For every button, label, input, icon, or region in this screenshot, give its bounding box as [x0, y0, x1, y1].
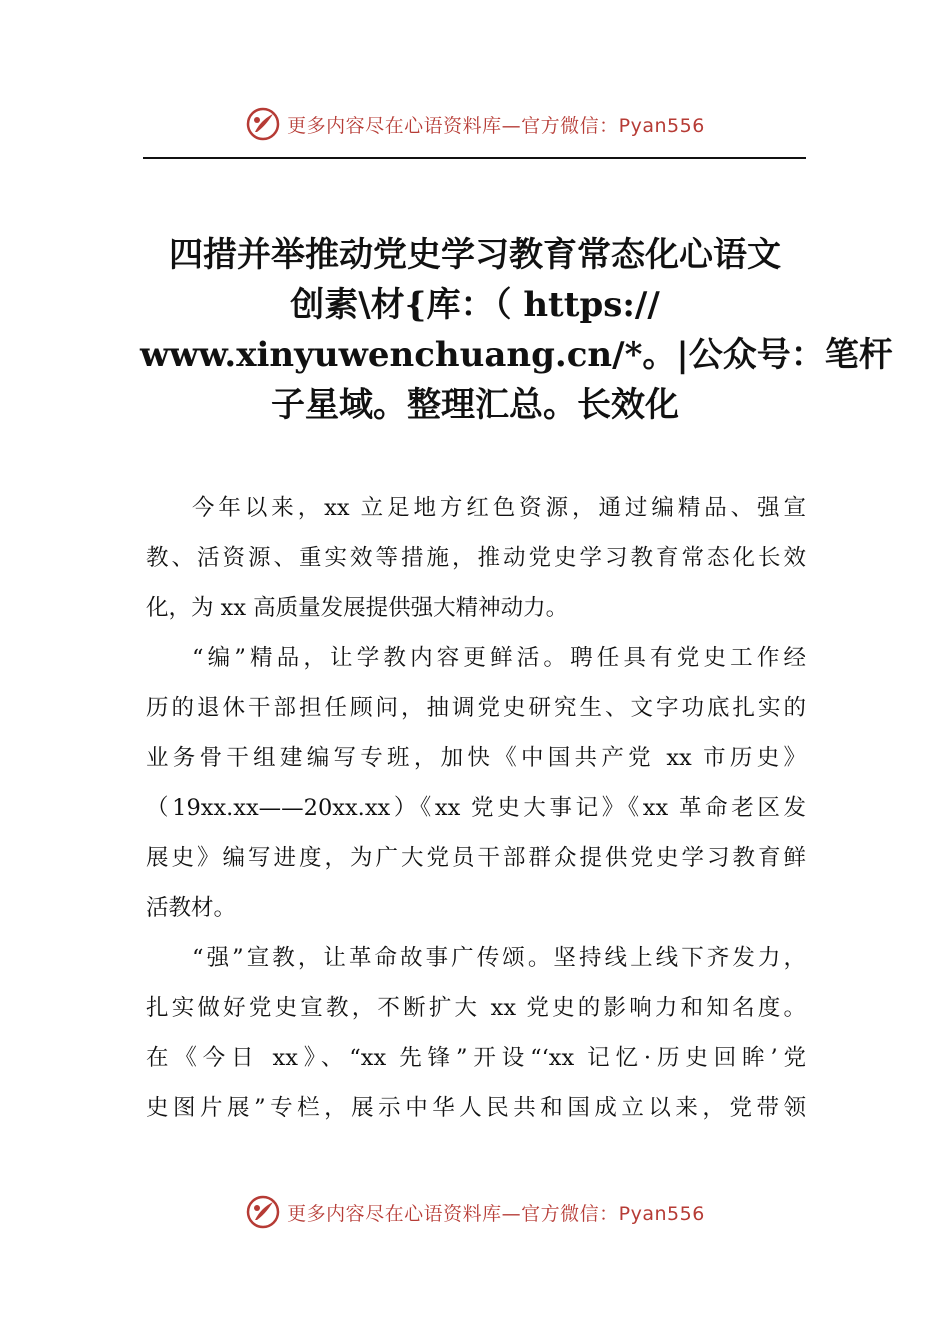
body-line: （19xx.xx——20xx.xx）《xx 党史大事记》《xx 革命老区发: [146, 795, 806, 821]
header-divider: [143, 157, 806, 159]
body-line: 业务骨干组建编写专班，加快《中国共产党 xx 市历史》: [146, 745, 806, 771]
title-line: 子星域。整理汇总。长效化: [271, 385, 679, 425]
body-line: 扎实做好党史宣教，不断扩大 xx 党史的影响力和知名度。: [146, 995, 806, 1021]
banner-text: 更多内容尽在心语资料库—官方微信：Pyan556: [287, 1202, 705, 1225]
body-line: 展史》编写进度，为广大党员干部群众提供党史学习教育鲜: [146, 845, 806, 871]
body-line: “强”宣教，让革命故事广传颂。坚持线上线下齐发力，: [192, 945, 806, 971]
footer-banner: [0, 1190, 950, 1234]
quill-logo-icon: [245, 1194, 281, 1230]
banner-text: 更多内容尽在心语资料库—官方微信：Pyan556: [287, 114, 705, 137]
body-line: “编”精品，让学教内容更鲜活。聘任具有党史工作经: [192, 645, 806, 671]
body-line: 化，为 xx 高质量发展提供强大精神动力。: [146, 595, 569, 621]
document-body: [146, 483, 806, 1133]
header-banner: [0, 102, 950, 146]
document-title: [140, 230, 893, 430]
body-line: 史图片展”专栏，展示中华人民共和国成立以来，党带领: [146, 1095, 806, 1121]
title-line: www.xinyuwenchuang.cn/*。|公众号：笔杆: [140, 335, 893, 375]
title-line: 创素\材{库：（ https://: [290, 285, 660, 325]
body-line: 活教材。: [146, 895, 237, 921]
body-line: 历的退休干部担任顾问，抽调党史研究生、文字功底扎实的: [146, 695, 806, 721]
body-line: 在《今日 xx》、“xx 先锋”开设“‘xx 记忆·历史回眸’党: [146, 1045, 806, 1071]
body-line: 教、活资源、重实效等措施，推动党史学习教育常态化长效: [146, 545, 806, 571]
quill-logo-icon: [245, 106, 281, 142]
title-line: 四措并举推动党史学习教育常态化心语文: [169, 235, 781, 275]
body-line: 今年以来，xx 立足地方红色资源，通过编精品、强宣: [192, 495, 806, 521]
